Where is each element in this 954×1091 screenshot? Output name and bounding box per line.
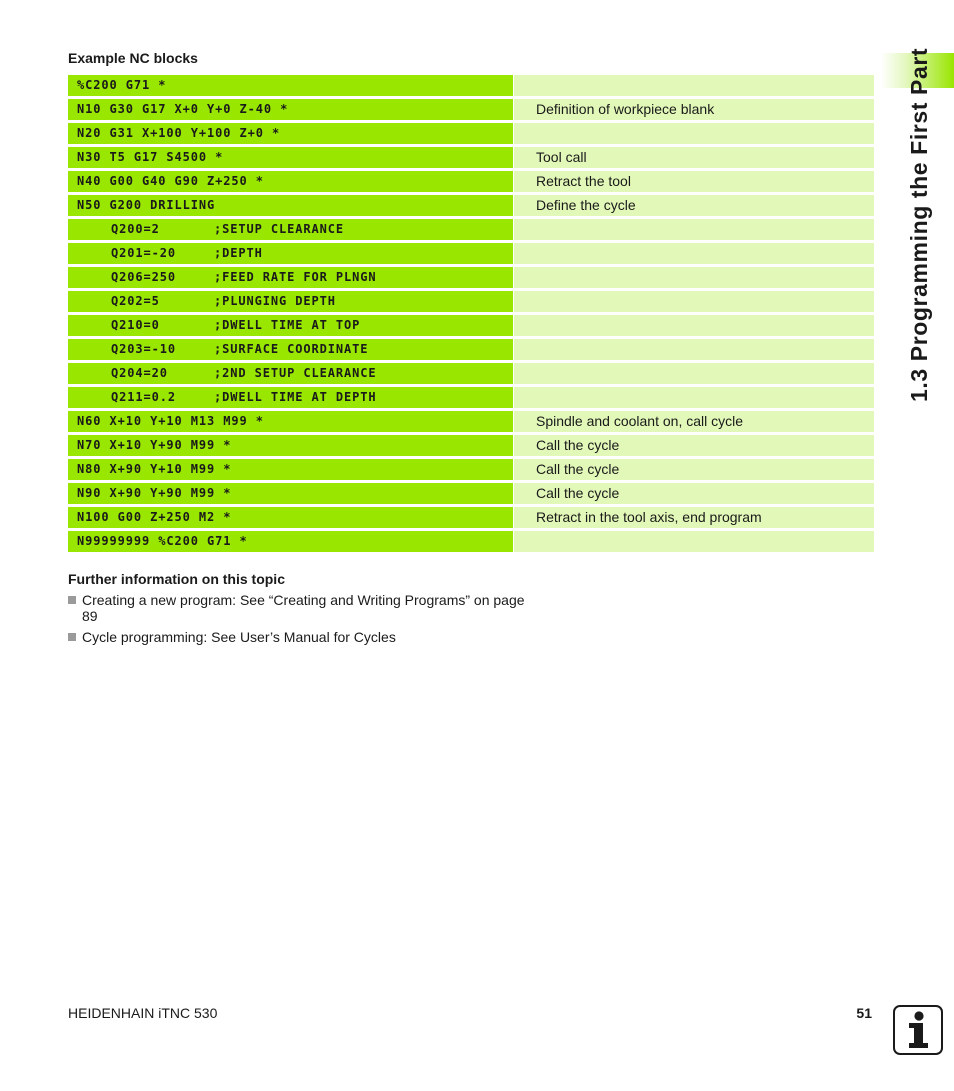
cycle-parameter-comment: ;DWELL TIME AT DEPTH <box>214 390 377 404</box>
nc-description-cell <box>514 291 874 312</box>
list-item <box>68 629 528 645</box>
nc-description-cell: Call the cycle <box>514 459 874 480</box>
table-row <box>68 267 874 288</box>
nc-code-cell <box>68 291 513 312</box>
nc-description-cell <box>514 243 874 264</box>
table-row <box>68 219 874 240</box>
table-row <box>68 195 874 216</box>
example-heading: Example NC blocks <box>68 50 198 66</box>
nc-code-cell: N50 G200 DRILLING <box>68 195 513 216</box>
cycle-parameter: Q211=0.2 <box>111 390 176 404</box>
nc-code-cell: N80 X+90 Y+10 M99 * <box>68 459 513 480</box>
info-glyph-icon <box>895 1007 941 1053</box>
cycle-parameter: Q204=20 <box>111 366 168 380</box>
nc-description-cell <box>514 267 874 288</box>
cycle-parameter-comment: ;SURFACE COORDINATE <box>214 342 369 356</box>
nc-description-cell: Call the cycle <box>514 483 874 504</box>
nc-description-cell: Definition of workpiece blank <box>514 99 874 120</box>
square-bullet-icon <box>68 596 76 604</box>
nc-blocks-table <box>68 75 874 555</box>
nc-description-cell <box>514 339 874 360</box>
cycle-parameter-comment: ;SETUP CLEARANCE <box>214 222 344 236</box>
table-row <box>68 99 874 120</box>
table-row <box>68 291 874 312</box>
nc-description-cell <box>514 315 874 336</box>
nc-code-cell: N70 X+10 Y+90 M99 * <box>68 435 513 456</box>
nc-description-cell <box>514 387 874 408</box>
nc-code-cell: N30 T5 G17 S4500 * <box>68 147 513 168</box>
table-row <box>68 75 874 96</box>
nc-code-cell <box>68 219 513 240</box>
nc-description-cell: Define the cycle <box>514 195 874 216</box>
nc-description-cell <box>514 123 874 144</box>
nc-code-cell: N20 G31 X+100 Y+100 Z+0 * <box>68 123 513 144</box>
table-row <box>68 411 874 432</box>
table-row <box>68 387 874 408</box>
nc-description-cell <box>514 219 874 240</box>
nc-code-cell: %C200 G71 * <box>68 75 513 96</box>
nc-code-cell: N40 G00 G40 G90 Z+250 * <box>68 171 513 192</box>
info-icon <box>893 1005 943 1055</box>
nc-description-cell <box>514 75 874 96</box>
cycle-parameter: Q203=-10 <box>111 342 176 356</box>
table-row <box>68 531 874 552</box>
list-item <box>68 592 528 624</box>
nc-code-cell: N10 G30 G17 X+0 Y+0 Z-40 * <box>68 99 513 120</box>
table-row <box>68 363 874 384</box>
table-row <box>68 147 874 168</box>
nc-code-cell <box>68 387 513 408</box>
cycle-parameter: Q200=2 <box>111 222 160 236</box>
nc-description-cell: Tool call <box>514 147 874 168</box>
chapter-section-title: 1.3 Programming the First Part <box>906 48 932 403</box>
table-row <box>68 339 874 360</box>
nc-description-cell: Retract in the tool axis, end program <box>514 507 874 528</box>
square-bullet-icon <box>68 633 76 641</box>
nc-code-cell <box>68 315 513 336</box>
cycle-parameter: Q202=5 <box>111 294 160 308</box>
table-row <box>68 459 874 480</box>
nc-description-cell: Call the cycle <box>514 435 874 456</box>
cycle-parameter-comment: ;FEED RATE FOR PLNGN <box>214 270 377 284</box>
table-row <box>68 507 874 528</box>
nc-code-cell <box>68 363 513 384</box>
nc-description-cell <box>514 531 874 552</box>
cross-reference-text: Creating a new program: See “Creating and Writing Programs” on page 89 <box>82 592 525 624</box>
nc-code-cell: N99999999 %C200 G71 * <box>68 531 513 552</box>
nc-description-cell: Spindle and coolant on, call cycle <box>514 411 874 432</box>
cycle-parameter: Q210=0 <box>111 318 160 332</box>
cycle-parameter: Q201=-20 <box>111 246 176 260</box>
table-row <box>68 315 874 336</box>
nc-description-cell <box>514 363 874 384</box>
cycle-parameter-comment: ;PLUNGING DEPTH <box>214 294 336 308</box>
table-row <box>68 171 874 192</box>
further-info-list <box>68 592 528 650</box>
table-row <box>68 243 874 264</box>
nc-code-cell: N60 X+10 Y+10 M13 M99 * <box>68 411 513 432</box>
nc-code-cell: N100 G00 Z+250 M2 * <box>68 507 513 528</box>
nc-code-cell <box>68 243 513 264</box>
nc-description-cell: Retract the tool <box>514 171 874 192</box>
cycle-parameter-comment: ;DWELL TIME AT TOP <box>214 318 361 332</box>
footer-brand: HEIDENHAIN iTNC 530 <box>68 1005 218 1021</box>
table-row <box>68 483 874 504</box>
cycle-parameter-comment: ;2ND SETUP CLEARANCE <box>214 366 377 380</box>
cycle-parameter: Q206=250 <box>111 270 176 284</box>
cross-reference-text: Cycle programming: See User’s Manual for Cycles <box>82 629 396 645</box>
page-number: 51 <box>856 1005 872 1021</box>
further-info-heading: Further information on this topic <box>68 571 285 587</box>
cycle-parameter-comment: ;DEPTH <box>214 246 263 260</box>
table-row <box>68 123 874 144</box>
nc-code-cell: N90 X+90 Y+90 M99 * <box>68 483 513 504</box>
nc-code-cell <box>68 267 513 288</box>
nc-code-cell <box>68 339 513 360</box>
table-row <box>68 435 874 456</box>
